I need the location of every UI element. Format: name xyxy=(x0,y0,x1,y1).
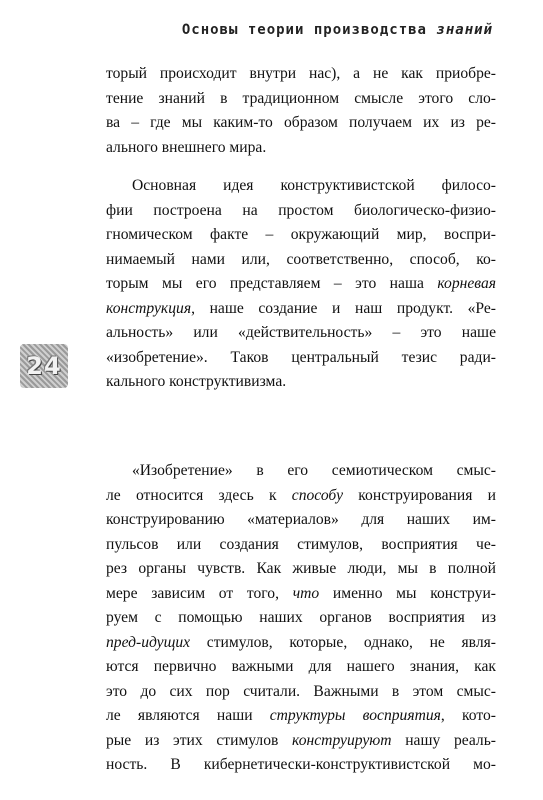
paragraph-1 xyxy=(106,62,496,160)
text-line: рез органы чувств. Как живые люди, мы в полной xyxy=(106,560,496,577)
italic-term: структуры восприятия xyxy=(269,707,441,724)
text-segment: мере зависим от того, xyxy=(106,584,293,602)
text-segment: торым мы его представляем – это наша xyxy=(106,275,438,292)
text-segment: стимулов, которые, однако, не явля- xyxy=(190,633,496,651)
paragraph-3 xyxy=(106,459,496,778)
text-segment: , кото- xyxy=(440,707,496,724)
text-line: это до сих пор считали. Важными в этом смыс- xyxy=(106,682,496,700)
text-line: кального конструктивизма. xyxy=(106,373,287,390)
text-line: альность» или «действительность» – это наше xyxy=(106,324,496,341)
text-line: «Изобретение» в его семиотическом смыс- xyxy=(132,462,496,479)
text-segment: рые из этих стимулов xyxy=(106,731,293,749)
text-segment: ле относится здесь к xyxy=(106,486,292,504)
text-line: конструированию «материалов» для наших им- xyxy=(106,511,496,528)
italic-term: что xyxy=(292,584,320,602)
italic-term: конструируют xyxy=(292,731,392,749)
italic-term: корневая xyxy=(437,275,496,292)
text-line: гномическом факте – окружающий мир, воспри- xyxy=(106,226,496,243)
italic-term: конструкция xyxy=(106,299,192,317)
text-line xyxy=(106,272,496,297)
text-line: Основная идея конструктивистской филосо- xyxy=(132,177,496,194)
text-line: ального внешнего мира. xyxy=(106,138,267,156)
text-segment: , наше создание и наш продукт. «Ре- xyxy=(191,299,496,317)
text-segment: нашу реаль- xyxy=(391,731,496,749)
text-segment: конструирования и xyxy=(343,486,496,504)
text-line xyxy=(106,704,496,729)
text-line: ность. В кибернетически-конструктивистской мо- xyxy=(106,756,496,773)
running-header-title-italic: знаний xyxy=(436,22,493,38)
page-number-badge xyxy=(20,344,68,388)
text-line xyxy=(106,631,496,656)
page-number: 24 xyxy=(26,352,62,380)
text-line: ва – где мы каким-то образом получаем их из ре- xyxy=(106,114,496,131)
text-line xyxy=(106,297,496,322)
text-line: «изобретение». Таков центральный тезис ради- xyxy=(106,348,496,366)
italic-term: способу xyxy=(291,486,343,504)
text-line xyxy=(106,484,496,509)
text-segment: ле являются наши xyxy=(106,707,270,724)
text-line: тение знаний в традиционном смысле этого сло- xyxy=(106,89,496,107)
text-segment: именно мы конструи- xyxy=(319,584,496,602)
running-header-title: Основы теории производства xyxy=(181,22,437,38)
text-line xyxy=(106,582,496,607)
text-line: торый происходит внутри нас), а не как приобре- xyxy=(106,65,496,82)
text-line: ются первично важными для нашего знания, как xyxy=(106,658,496,675)
text-line xyxy=(106,729,496,754)
text-line: руем с помощью наших органов восприятия из xyxy=(106,609,496,626)
text-line: пульсов или создания стимулов, восприятия че- xyxy=(106,535,496,553)
text-line: фии построена на простом биологическо-физио- xyxy=(106,201,496,219)
text-line: нимаемый нами или, соответственно, способ, ко- xyxy=(106,250,496,268)
running-header xyxy=(182,22,493,38)
italic-term: пред-идущих xyxy=(106,633,191,651)
paragraph-2 xyxy=(106,174,496,395)
